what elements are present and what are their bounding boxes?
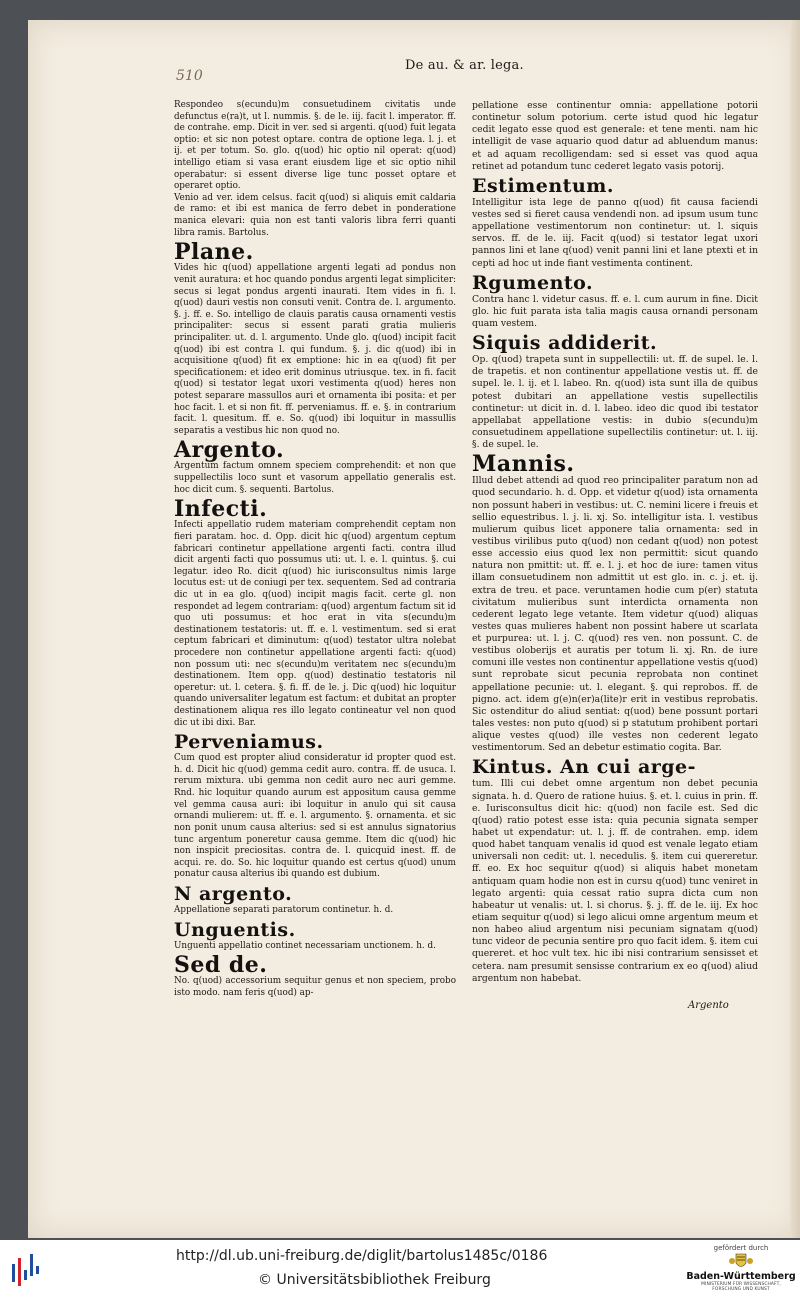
coat-of-arms-icon <box>728 1253 754 1271</box>
copyright-text: © Universitätsbibliothek Freiburg <box>258 1272 491 1288</box>
gloss-paragraph: Argentum factum omnem speciem comprehendit: et non que suppellectilis loco sunt et vasorum appellatio generalis est. hoc dicit cum. §. sequenti. Bartolus. <box>174 461 456 495</box>
right-column <box>472 100 758 985</box>
lemma-heading: N argento. <box>174 882 293 905</box>
sponsor-ministry: MINISTERIUM FÜR WISSENSCHAFT, FORSCHUNG UND KUNST <box>701 1282 781 1292</box>
lemma-heading: Argento. <box>174 437 285 464</box>
gloss-paragraph: Intelligitur ista lege de panno q(uod) fit causa faciendi vestes sed si fieret causa vendendi non. ad ipsum usum tunc appellatione vestimentorum non continetur: ut. l. siquis servos. ff. de le. iij. Facit q(uod) si testator legat uxori pannos lini et lane q(uod) venit panni lini et lane ptexti et in cepti ad hoc ut inde fiant vestimenta continent. <box>472 196 758 269</box>
left-column <box>174 100 456 999</box>
folio-mark: 510 <box>176 68 203 84</box>
lemma-heading: Plane. <box>174 239 254 266</box>
gloss-paragraph: Appellatione separati paratorum continetur. h. d. <box>174 904 394 915</box>
sponsor-line: gefördert durch <box>713 1244 769 1252</box>
gloss-paragraph: Cum quod est propter aliud consideratur id propter quod est. h. d. Dicit hic q(uod) gemma cedit auro. contra. ff. de usuca. l. rerum mixtura. ubi gemma non cedit auro nec auri gemme. Rnd. hic loquitur quando aurum est appositum causa gemme vel gemma causa auri: ibi loquitur in anulo qui sit causa ornandi mulierem: ut. ff. e. l. argumento. §. ornamenta. et sic non ponit unum causa alterius: sed si est annulus signatorius tunc argentum poneretur causa gemme. Item dic q(uod) hic non inspicit preciositas. contra de. l. quicquid inest. ff. de acqui. re. do. So. hic loquitur quando est certus q(uod) unum ponatur causa alterius ibi quando est dubium. <box>174 753 456 880</box>
footer-bar <box>0 1240 800 1300</box>
lemma-heading: Unguentis. <box>174 918 296 941</box>
lemma-heading: Estimentum. <box>472 174 614 197</box>
gloss-paragraph: Op. q(uod) trapeta sunt in suppellectili: ut. ff. de supel. le. l. de trapetis. et non continentur appellatione vestis ut. ff. de supel. le. l. ij. et l. labeo. Rn. q(uod) ista sunt illa de quibus potest dubitari an appellatione vestis supellectilis continetur: ut dicit in. d. l. labeo. ideo dic quod ibi testator appellabat appellatione vestis: in dubio s(ecundu)m consuetudinem appellatione supellectilis continetur: ut. l. iij. §. de supel. le. <box>472 354 758 451</box>
library-logo-icon <box>10 1250 40 1290</box>
gloss-paragraph: Vides hic q(uod) appellatione argenti legati ad pondus non venit auratura: et hoc quando pondus argenti legat simpliciter: secus si legat pondus argenti inaurati. Item vides in fi. l. q(uod) dauri vestis non consuti venit. Contra de. l. argumento. §. j. ff. e. So. intelligo de clauis paratis causa ornamenti vestis principaliter: secus si essent parati gratia mulieris principaliter. ut. d. l. argumento. Unde glo. q(uod) incipit facit q(uod) ibi est contra l. qui fundum. §. j. dic q(uod) ibi in acquisitione q(uod) fit ex emptione: hic in ea q(uod) fit per specificationem: et ideo erit dominus utriusque. tex. in fi. facit q(uod) si testator legat uxori vestimenta q(uod) heres non potest separare massullos auri et ornamenta ibi posita: et per hoc facit. l. et si non fit. ff. perveniamus. ff. e. §. in contrarium facit. l. quesitum. ff. e. So. q(uod) ibi loquitur in massullis separatis a vestibus hic non quod no. <box>174 263 457 436</box>
lemma-heading: Siquis addiderit. <box>472 332 658 355</box>
sponsor-block <box>686 1244 796 1292</box>
gloss-paragraph: Unguenti appellatio continet necessariam unctionem. h. d. <box>174 940 436 951</box>
lemma-heading: Mannis. <box>472 451 575 478</box>
lemma-heading: Sed de. <box>174 952 268 979</box>
lemma-heading: Rgumento. <box>472 271 594 294</box>
lemma-heading: Kintus. An cui arge- <box>472 756 697 779</box>
sponsor-name: Baden-Württemberg <box>686 1271 796 1282</box>
gloss-paragraph: Contra hanc l. videtur casus. ff. e. l. cum aurum in fine. Dicit glo. hic fuit parata ista talia magis causa ornandi personam quam vestem. <box>472 293 758 329</box>
gloss-paragraph: Infecti appellatio rudem materiam comprehendit ceptam non fieri paratam. hoc. d. Opp. dicit hic q(uod) argentum ceptum fabricari continetur appellatione argenti facti. contra illud dicit argenti facti quo possumus uti: ut. l. e. l. quintus. §. cui legatur. ideo Ro. dicit q(uod) hic iurisconsultus nimis large locutus est: ut de coniugi per tex. sequentem. Sed ad contraria dic ut in ea glo. q(uod) incipit magis facit. certe gl. non respondet ad legem contrariam: q(uod) argentum factum sit id quo uti possumus: et hoc erat in vita s(ecundu)m destinationem testatoris: ut. ff. e. l. vestimentum. sed si erat ceptum fabricari et diminutum: q(uod) testator ultra nolebat procedere non continetur appellatione argenti facti: q(uod) non possum uti: nec s(ecundu)m veritatem nec s(ecundu)m destinationem. Item opp. q(uod) destinatio testatoris nil operetur: ut. l. cetera. §. fi. ff. de le. j. Dic q(uod) hic loquitur quando universaliter legatum est factum: et dubitat an propter destinationem aliqua res illo legato contineatur vel non quod dic ut ibi dixi. Bar. <box>174 520 456 728</box>
page-edge <box>790 20 800 1238</box>
gloss-paragraph: Illud debet attendi ad quod reo principaliter paratum non ad quod secundario. h. d. Opp. et videtur q(uod) ista ornamenta non possunt haberi in vestibus: ut. C. nemini licere i freuis et sellio equestribus. l. j. li. xj. So. intelligitur ista. l. vestibus mulierum quibus licet apponere talia ornamenta: sed in vestibus virilibus puto q(uod) non cedant q(uod) non potest esse accessio eius quod lex non permittit: sicut quando natura non pmittit: ut. ff. e. l. j. et hoc de iure: tamen vitus illam consuetudinem non admittit ut est glo. in. c. j. et. ij. extra de treu. et pace. veruntamen hodie cum p(er) statuta civitatum mulieribus sunt interdicta ornamenta non cederent legato lege vetante. Item videtur q(uod) aliquas vestes quas mulieres habent non possint habere ut scarlata et purpurea: ut. l. j. C. q(uod) res ven. non possunt. C. de vestibus oloberijs et auratis per totum li. xj. Rn. de iure comuni ille vestes non continentur appellatione vestis q(uod) sunt reprobate sicut pecunia reprobata non continet appellatione pecunie: ut. l. elegant. §. qui reprobos. ff. de pigno. act. idem g(e)n(er)a(lite)r erit in vestibus reprobatis. Sic ostenditur do aliud sentiat: q(uod) bene possunt portari tales vestes: non puto q(uod) si p statutum prohibent portari alique vestes q(uod) ille vestes non cederent legato vestimentorum. Sed an debetur estimatio cogita. Bar. <box>472 475 758 754</box>
text-paragraph: pellatione esse continentur omnia: appellatione potorii continetur solum potorium. certe istud quod hic legatur cedit legato esse quod est generale: et tene menti. nam hic intelligit de vase aquario quod datur ad abluendum manus: et ad aquam recolligendam: sed si esset vas quod aqua retinet ad potandum tunc cederet legato vasis potorij. <box>472 100 758 172</box>
catchword: Argento <box>688 1000 729 1011</box>
lemma-heading: Infecti. <box>174 496 268 523</box>
gloss-paragraph: No. q(uod) accessorium sequitur genus et non speciem, probo isto modo. nam feris q(uod) ap- <box>174 976 456 998</box>
running-head: De au. & ar. lega. <box>405 58 524 73</box>
lemma-heading: Perveniamus. <box>174 731 324 754</box>
text-paragraph: Respondeo s(ecundu)m consuetudinem civitatis unde defunctus e(ra)t, ut l. nummis. §. de le. iij. facit l. imperator. ff. de contrahe. emp. Dicit in ver. sed si argenti. q(uod) fuit legata optio: et sic non potest optare. contra de optione lega. l. j. et ij. et per totum. So. glo. q(uod) hic optio nil operat: q(uod) intelligo etiam si vasa erant eiusdem lige et sic optio nihil operabatur: si essent diverse lige tunc posset optare et operaret optio. <box>174 100 456 192</box>
text-paragraph: Venio ad ver. idem celsus. facit q(uod) si aliquis emit caldaria de ramo: et ibi est manica de ferro debet in ponderatione manica elevari: quia non est tanti valoris libra ferri quanti libra ramis. Bartolus. <box>174 192 456 238</box>
gloss-paragraph: tum. Illi cui debet omne argentum non debet pecunia signata. h. d. Quero de ratione huius. §. et. l. cuius in prin. ff. e. Iurisconsultus dicit hic: q(uod) non facile est. Sed dic q(uod) ratio potest esse ista: quia pecunia signata semper habet ut expendatur: ut. l. j. ff. de contrahen. emp. idem quod habet tanquam venalis id quod est venale legato etiam universali non cedit: ut. l. necedulis. §. item cui quereretur. ff. eo. Ex hoc sequitur q(uod) si aliquis habet monetam antiquam quam hodie non est in cursu q(uod) tunc veniret in legato argenti: quia cessat ratio supra dicta cum non habeatur ut venalis: ut. l. si chorus. §. j. ff. de le. iij. Ex hoc etiam sequitur q(uod) si lego alicui omne argentum meum et non habeo aliud argentum nisi pecuniam signatam q(uod) tunc videor de pecunia sentire pro quo facit idem. §. item cui quereret. et hoc vult tex. hic ibi nisi contrarium sensisset et cetera. nam presumit sensisse contrarium ex eo q(uod) aliud argentum non habebat. <box>472 778 758 984</box>
permalink-url[interactable]: http://dl.ub.uni-freiburg.de/diglit/bartolus1485c/0186 <box>176 1248 548 1264</box>
